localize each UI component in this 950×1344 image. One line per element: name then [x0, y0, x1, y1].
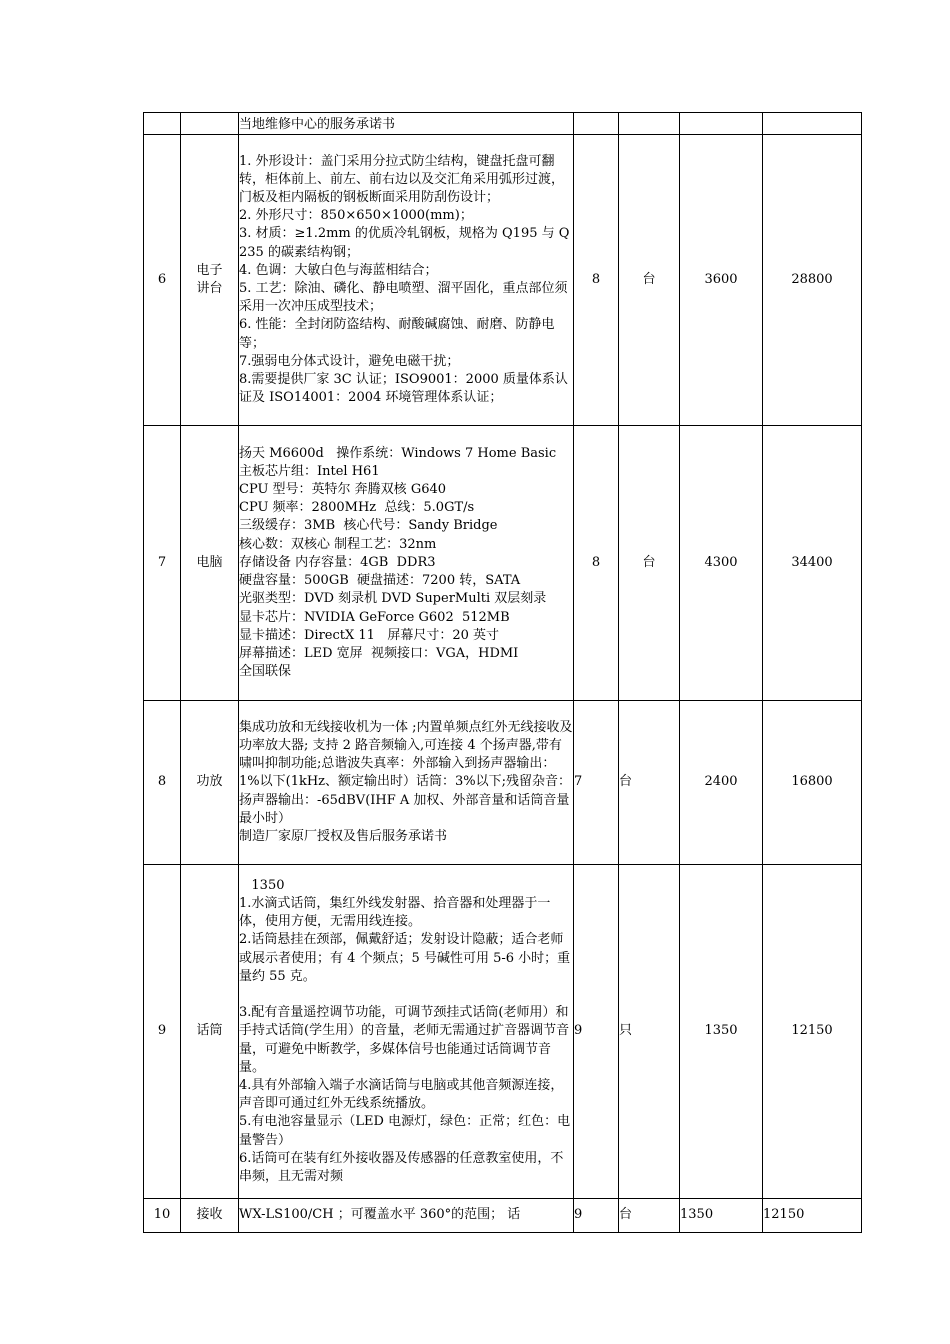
desc-line: 核心数：双核心 制程工艺：32nm — [239, 536, 437, 552]
item-name: 接收 — [196, 1207, 223, 1223]
cell-qty: 9 — [574, 1199, 619, 1233]
cell-qty — [574, 113, 619, 135]
cell-no: 9 — [144, 865, 181, 1199]
cell-price: 2400 — [680, 701, 763, 865]
item-name: 电子讲台 — [196, 262, 223, 296]
equipment-spec-table — [143, 112, 862, 1233]
cell-no: 10 — [144, 1199, 181, 1233]
desc-line: 6.话筒可在装有红外接收器及传感器的任意教室使用，不串频，且无需对频 — [239, 1150, 564, 1184]
cell-total: 12150 — [763, 865, 862, 1199]
desc-line: 光驱类型：DVD 刻录机 DVD SuperMulti 双层刻录 — [239, 591, 547, 607]
cell-price: 3600 — [680, 135, 763, 426]
cell-name — [181, 865, 239, 1199]
desc-blank-line — [239, 986, 573, 1004]
item-name: 功放 — [196, 774, 223, 790]
cell-unit: 台 — [619, 426, 680, 701]
cell-name — [181, 426, 239, 701]
cell-desc — [239, 135, 574, 426]
desc-line: 4.具有外部输入端子水滴话筒与电脑或其他音频源连接，声音即可通过红外无线系统播放。 — [239, 1077, 564, 1112]
desc-line: 5.有电池容量显示（LED 电源灯，绿色：正常；红色：电量警告） — [239, 1114, 571, 1148]
table-row-item-9 — [144, 865, 862, 1199]
desc-line: 主板芯片组：Intel H61 — [239, 463, 380, 479]
table-row-item-8 — [144, 701, 862, 865]
desc-line: CPU 型号：英特尔 奔腾双核 G640 — [239, 482, 447, 498]
table-row-item-10 — [144, 1199, 862, 1233]
cell-unit: 只 — [619, 865, 680, 1199]
cell-name — [181, 701, 239, 865]
cell-no: 8 — [144, 701, 181, 865]
desc-line: CPU 频率：2800MHz 总线：5.0GT/s — [239, 500, 475, 516]
desc-line: 2.话筒悬挂在颈部，佩戴舒适；发射设计隐蔽；适合老师或展示者使用；有 4 个频点；5 号碱性可用 5-6 小时；重量约 55 克。 — [239, 932, 571, 984]
cell-unit: 台 — [619, 135, 680, 426]
desc-line: 8.需要提供厂家 3C 认证；ISO9001：2000 质量体系认证及 ISO14001：2004 环境管理体系认证； — [239, 372, 568, 406]
cell-qty: 8 — [574, 135, 619, 426]
desc-line: 当地维修中心的服务承诺书 — [239, 116, 396, 132]
cell-no — [144, 113, 181, 135]
cell-price: 1350 — [680, 865, 763, 1199]
cell-desc — [239, 113, 574, 135]
cell-total — [763, 113, 862, 135]
cell-unit: 台 — [619, 701, 680, 865]
cell-desc — [239, 1199, 574, 1233]
cell-name — [181, 1199, 239, 1233]
cell-name — [181, 113, 239, 135]
cell-desc — [239, 701, 574, 865]
desc-line: 1. 外形设计：盖门采用分拉式防尘结构，键盘托盘可翻转，柜体前上、前左、前右边以及交汇角采用弧形过渡，门板及柜内隔板的钢板断面采用防刮伤设计； — [239, 153, 565, 205]
desc-line: 三级缓存：3MB 核心代号：Sandy Bridge — [239, 518, 498, 534]
item-name: 电脑 — [196, 554, 223, 570]
desc-line: 集成功放和无线接收机为一体 ;内置单频点红外无线接收及功率放大器; 支持 2 路音频输入,可连接 4 个扬声器,带有啸叫抑制功能;总谐波失真率：外部输入到扬声器输出：1%以下(1kHz、额定输出时）话筒：3%以下;残留杂音：扬声器输出：-65dBV(IHF A 加权、外部音量和话筒音量最小时） — [239, 719, 573, 826]
desc-line: 屏幕描述：LED 宽屏 视频接口：VGA，HDMI — [239, 645, 519, 661]
cell-total: 28800 — [763, 135, 862, 426]
cell-unit: 台 — [619, 1199, 680, 1233]
cell-qty: 9 — [574, 865, 619, 1199]
desc-line: 2. 外形尺寸：850×650×1000(mm)； — [239, 208, 473, 224]
desc-line: 3. 材质：≥1.2mm 的优质冷轧钢板，规格为 Q195 与 Q235 的碳素结构钢； — [239, 226, 570, 260]
cell-price: 4300 — [680, 426, 763, 701]
desc-line: 存储设备 内存容量：4GB DDR3 — [239, 554, 436, 570]
desc-line: 显卡芯片：NVIDIA GeForce G602 512MB — [239, 609, 510, 625]
desc-line: 显卡描述：DirectX 11 屏幕尺寸：20 英寸 — [239, 627, 499, 643]
cell-total: 34400 — [763, 426, 862, 701]
cell-total: 16800 — [763, 701, 862, 865]
desc-line: 全国联保 — [239, 664, 292, 680]
item-name: 话筒 — [196, 1023, 223, 1039]
table-row-item-7 — [144, 426, 862, 701]
cell-desc — [239, 865, 574, 1199]
desc-line: 1350 — [239, 877, 285, 893]
desc-line: WX-LS100/CH ；可覆盖水平 360°的范围； 话 — [239, 1207, 521, 1223]
desc-line: 3.配有音量遥控调节功能，可调节颈挂式话筒(老师用）和手持式话筒(学生用）的音量，老师无需通过扩音器调节音量，可避免中断教学，多媒体信号也能通过话筒调节音量。 — [239, 1005, 570, 1075]
cell-unit — [619, 113, 680, 135]
cell-price — [680, 113, 763, 135]
cell-desc — [239, 426, 574, 701]
desc-line: 扬天 M6600d 操作系统：Windows 7 Home Basic — [239, 445, 557, 461]
cell-no: 6 — [144, 135, 181, 426]
desc-line: 硬盘容量：500GB 硬盘描述：7200 转，SATA — [239, 573, 521, 589]
cell-name — [181, 135, 239, 426]
desc-line: 5. 工艺：除油、磷化、静电喷塑、溜平固化，重点部位须采用一次冲压成型技术； — [239, 281, 568, 315]
table-row-item-6 — [144, 135, 862, 426]
cell-qty: 7 — [574, 701, 619, 865]
table-row-continuation — [144, 113, 862, 135]
cell-qty: 8 — [574, 426, 619, 701]
desc-line: 制造厂家原厂授权及售后服务承诺书 — [239, 829, 448, 844]
desc-line: 6. 性能：全封闭防盗结构、耐酸碱腐蚀、耐磨、防静电等； — [239, 317, 555, 351]
desc-line: 7.强弱电分体式设计，避免电磁干扰； — [239, 353, 460, 369]
desc-line: 4. 色调：大敏白色与海蓝相结合； — [239, 262, 438, 278]
cell-price: 1350 — [680, 1199, 763, 1233]
cell-total: 12150 — [763, 1199, 862, 1233]
cell-no: 7 — [144, 426, 181, 701]
desc-line: 1.水滴式话筒，集红外线发射器、拾音器和处理器于一体，使用方便，无需用线连接。 — [239, 896, 551, 930]
